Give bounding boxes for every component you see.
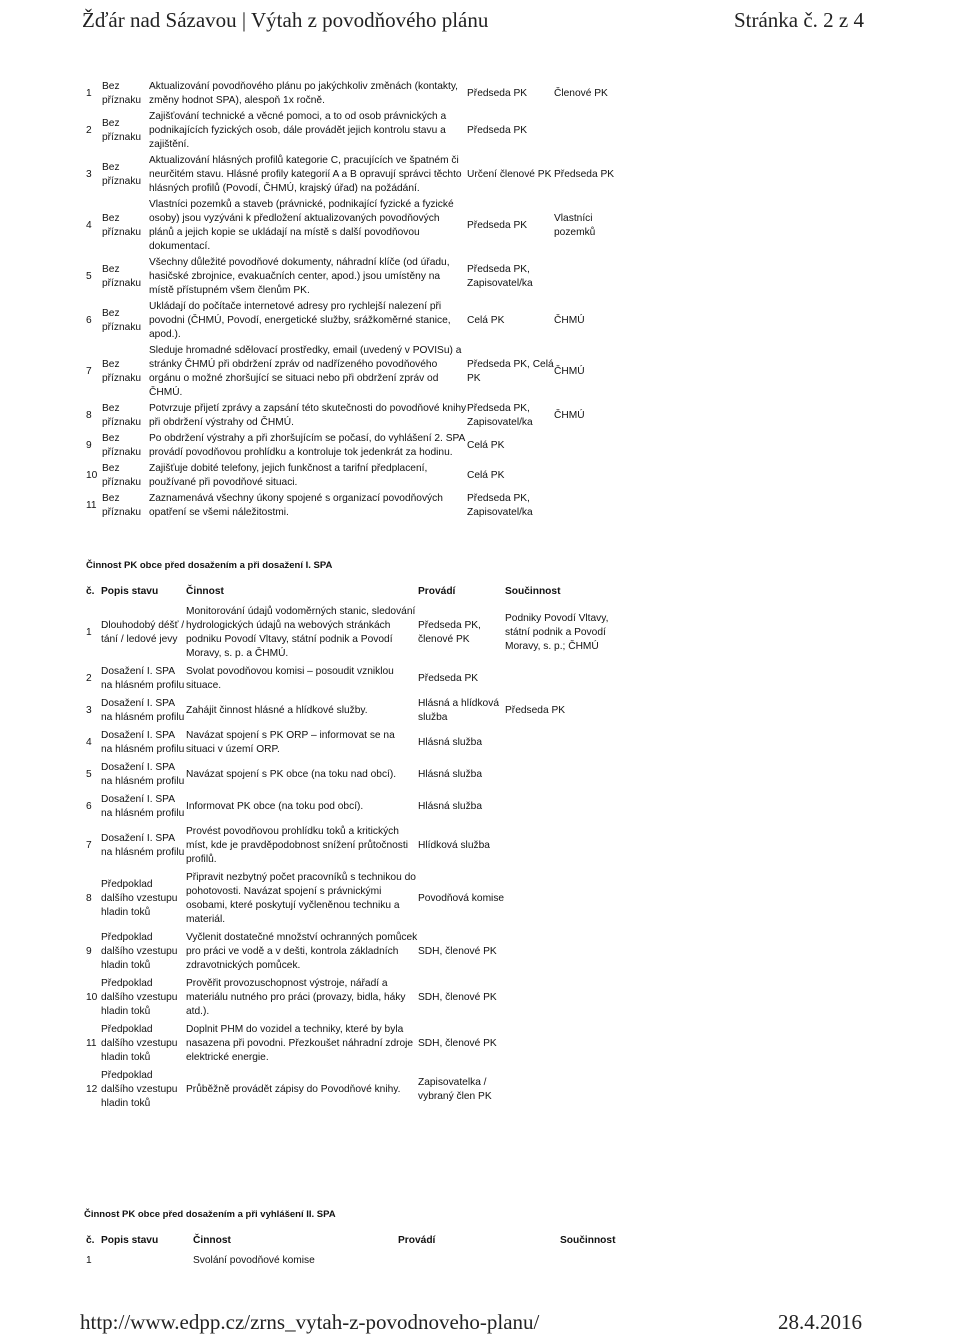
row-performs: Celá PK (467, 470, 505, 481)
row-state: Dosažení I. SPA na hlásném profilu (101, 698, 185, 723)
row-performs: Předseda PK, Zapisovatel/ka (467, 493, 533, 518)
table-row (86, 975, 615, 1021)
row-cooperation (505, 663, 615, 695)
col-header-performs: Provádí (418, 586, 456, 597)
row-activity: Informovat PK obce (na toku pod obcí). (186, 801, 364, 812)
row-cooperation (554, 431, 624, 461)
col-header-cooperation: Součinnost (505, 586, 561, 597)
row-activity: Všechny důležité povodňové dokumenty, náhradní klíče (od úřadu, hasičské zbrojnice, evakuačních center, apod.) jsou umístěny na místě přístupném všem členům PK. (149, 257, 450, 296)
row-cooperation: Podniky Povodí Vltavy, státní podnik a Povodí Moravy, s. p.; ČHMÚ (505, 613, 609, 652)
row-number: 7 (86, 366, 92, 377)
col-header-activity: Činnost (186, 586, 224, 597)
row-performs: Hlídková služba (418, 840, 490, 851)
table-row (86, 491, 624, 521)
row-performs: Celá PK (467, 440, 505, 451)
table-row (86, 791, 615, 823)
row-state: Bez příznaku (102, 264, 142, 289)
row-cooperation: ČHMÚ (554, 410, 585, 421)
row-activity: Ukládají do počítače internetové adresy pro rychlejší nalezení při povodni (ČHMÚ, Povodí, energetické služby, srážkoměrné stanice, apod.). (149, 301, 451, 340)
row-performs: Předseda PK (418, 673, 479, 684)
row-number: 12 (86, 1084, 98, 1095)
row-state: Dosažení I. SPA na hlásném profilu (101, 794, 185, 819)
row-number: 10 (86, 992, 98, 1003)
row-cooperation (505, 759, 615, 791)
row-cooperation (505, 869, 615, 929)
row-state: Dosažení I. SPA na hlásném profilu (101, 833, 185, 858)
col-header-num: č. (86, 1235, 95, 1246)
row-cooperation (554, 255, 624, 299)
row-performs: Celá PK (467, 315, 505, 326)
row-cooperation: Předseda PK (505, 705, 566, 716)
col-header-cooperation: Součinnost (560, 1235, 616, 1246)
table-header-row (86, 583, 615, 603)
row-state: Dlouhodobý déšť / tání / ledové jevy (101, 620, 185, 645)
section-title-spa2: Činnost PK obce před dosažením a při vyhlášení II. SPA (84, 1209, 336, 1220)
row-cooperation: Členové PK (554, 88, 608, 99)
row-number: 9 (86, 946, 92, 957)
row-activity: Doplnit PHM do vozidel a techniky, které by byla nasazena při povodni. Přezkoušet náhradní zdroje elektrické energie. (186, 1024, 414, 1063)
row-performs: SDH, členové PK (418, 946, 497, 957)
row-cooperation (505, 727, 615, 759)
table-row (86, 759, 615, 791)
table-row (86, 461, 624, 491)
row-performs: Hlásná služba (418, 737, 482, 748)
row-cooperation: Předseda PK (554, 169, 615, 180)
row-state: Bez příznaku (102, 118, 142, 143)
row-performs: Předseda PK (467, 220, 528, 231)
row-cooperation (505, 791, 615, 823)
row-number: 2 (86, 125, 92, 136)
table-row (86, 401, 624, 431)
row-cooperation (505, 1021, 615, 1067)
row-state: Předpoklad dalšího vzestupu hladin toků (101, 1024, 178, 1063)
row-state: Předpoklad dalšího vzestupu hladin toků (101, 879, 178, 918)
col-header-num: č. (86, 586, 95, 597)
table-spa1-activities (86, 583, 615, 1113)
row-number: 7 (86, 840, 92, 851)
source-url: http://www.edpp.cz/zrns_vytah-z-povodnoveho-planu/ (80, 1310, 540, 1334)
row-activity: Průběžně provádět zápisy do Povodňové knihy. (186, 1084, 401, 1095)
col-header-state: Popis stavu (101, 586, 159, 597)
row-number: 1 (86, 1255, 92, 1266)
row-activity: Potvrzuje přijetí zprávy a zapsání této skutečnosti do povodňové knihy při obdržení výstrahy od ČHMÚ. (149, 403, 467, 428)
row-activity: Zaznamenává všechny úkony spojené s organizací povodňových opatření se všemi náležitostmi. (149, 493, 443, 518)
row-number: 4 (86, 220, 92, 231)
row-number: 1 (86, 627, 92, 638)
row-activity: Po obdržení výstrahy a při zhoršujícím se počasí, do vyhlášení 2. SPA provádí povodňovou prohlídku a kontroluje tok jedenkrát za hodinu. (149, 433, 465, 458)
row-number: 8 (86, 893, 92, 904)
row-performs: Předseda PK (467, 88, 528, 99)
row-state: Dosažení I. SPA na hlásném profilu (101, 730, 185, 755)
row-activity: Aktualizování povodňového plánu po jakýchkoliv změnách (kontakty, změny hodnot SPA), alespoň 1x ročně. (149, 81, 459, 106)
row-number: 3 (86, 169, 92, 180)
row-number: 9 (86, 440, 92, 451)
row-state: Předpoklad dalšího vzestupu hladin toků (101, 932, 178, 971)
row-performs: Předseda PK (467, 125, 528, 136)
row-state: Předpoklad dalšího vzestupu hladin toků (101, 1070, 178, 1109)
row-number: 6 (86, 315, 92, 326)
row-activity: Monitorování údajů vodoměrných stanic, sledování hydrologických údajů na webových stránkách podniku Povodí Vltavy, státní podnik a Povodí Moravy, s. p. a ČHMÚ. (186, 606, 416, 659)
row-state: Dosažení I. SPA na hlásném profilu (101, 762, 185, 787)
row-cooperation: Vlastníci pozemků (554, 213, 596, 238)
print-date: 28.4.2016 (778, 1310, 862, 1334)
table-row (86, 1254, 650, 1268)
row-performs (398, 1254, 560, 1268)
table-row (86, 929, 615, 975)
table-row (86, 1067, 615, 1113)
table-row (86, 79, 624, 109)
row-performs: Hlásná služba (418, 801, 482, 812)
col-header-activity: Činnost (193, 1235, 231, 1246)
row-performs: Hlásná a hlídková služba (418, 698, 499, 723)
row-activity: Navázat spojení s PK obce (na toku nad obcí). (186, 769, 397, 780)
row-state: Bez příznaku (102, 493, 142, 518)
table-preventive-activities (86, 79, 624, 521)
row-activity: Svolání povodňové komise (193, 1255, 315, 1266)
row-number: 11 (86, 1038, 97, 1049)
row-state: Dosažení I. SPA na hlásném profilu (101, 666, 185, 691)
row-cooperation (505, 823, 615, 869)
row-activity: Zajišťuje dobité telefony, jejich funkčnost a tarifní předplacení, používané při povodňové situaci. (149, 463, 428, 488)
table-row (86, 1021, 615, 1067)
row-number: 4 (86, 737, 92, 748)
row-performs: Předseda PK, Zapisovatel/ka (467, 264, 533, 289)
row-state: Bez příznaku (102, 81, 142, 106)
document-title: Žďár nad Sázavou | Výtah z povodňového plánu (82, 8, 489, 32)
row-performs: Zapisovatelka / vybraný člen PK (418, 1077, 492, 1102)
table-header-row (86, 1232, 650, 1254)
section-title-spa1: Činnost PK obce před dosažením a při dosažení I. SPA (86, 560, 333, 571)
table-spa2-activities (86, 1232, 650, 1268)
table-row (86, 727, 615, 759)
row-cooperation (554, 491, 624, 521)
row-activity: Svolat povodňovou komisi – posoudit vzniklou situace. (186, 666, 394, 691)
row-number: 10 (86, 470, 98, 481)
row-performs: SDH, členové PK (418, 1038, 497, 1049)
page-header (82, 8, 864, 38)
row-state: Bez příznaku (102, 403, 142, 428)
row-state: Bez příznaku (102, 463, 142, 488)
row-number: 8 (86, 410, 92, 421)
row-state: Předpoklad dalšího vzestupu hladin toků (101, 978, 178, 1017)
row-activity: Aktualizování hlásných profilů kategorie C, pracujících ve špatném či neurčitém stavu. Hlásné profily kategorií A a B opravují správci těchto hlásných profilů (Povodí, ČHMÚ, krajský úřad) na požádání. (149, 155, 462, 194)
page-number: Stránka č. 2 z 4 (733, 8, 864, 32)
row-cooperation: ČHMÚ (554, 315, 585, 326)
row-activity: Sleduje hromadné sdělovací prostředky, email (uvedený v POVISu) a stránky ČHMÚ při obdržení zpráv od nadřízeného povodňového orgánu o možné zhoršující se situaci nebo při obdržení zpráv od ČHMÚ. (149, 345, 462, 398)
table-row (86, 343, 624, 401)
row-performs: Předseda PK, Zapisovatel/ka (467, 403, 533, 428)
row-state: Bez příznaku (102, 308, 142, 333)
row-number: 11 (86, 500, 97, 511)
row-state: Bez příznaku (102, 162, 142, 187)
row-number: 5 (86, 769, 92, 780)
row-performs: SDH, členové PK (418, 992, 497, 1003)
row-performs: Předseda PK, Celá PK (467, 359, 554, 384)
table-row (86, 431, 624, 461)
row-cooperation (554, 461, 624, 491)
row-cooperation (554, 109, 624, 153)
row-activity: Provést povodňovou prohlídku toků a kritických míst, kde je pravděpodobnost snížení průtočnosti profilů. (186, 826, 408, 865)
row-cooperation (560, 1254, 650, 1268)
row-cooperation: ČHMÚ (554, 366, 585, 377)
row-activity: Vlastníci pozemků a staveb (právnické, podnikající fyzické a fyzické osoby) jsou vyzýváni k předložení aktualizovaných povodňových plánů a jejich kopie se ukládají na místě s další povodňovou dokumentací. (149, 199, 454, 252)
row-cooperation (505, 1067, 615, 1113)
col-header-state: Popis stavu (101, 1235, 159, 1246)
row-activity: Zajišťování technické a věcné pomoci, a to od osob právnických a podnikajících fyzických osob, dále provádět jejich kontrolu stavu a zajištění. (149, 111, 447, 150)
row-cooperation (505, 929, 615, 975)
row-activity: Připravit nezbytný počet pracovníků s technikou do pohotovosti. Navázat spojení s právnickými osobami, které poskytují vyčleněnou techniku a materiál. (186, 872, 416, 925)
row-performs: Předseda PK, členové PK (418, 620, 481, 645)
table-row (86, 663, 615, 695)
row-state (101, 1254, 193, 1268)
table-row (86, 823, 615, 869)
row-activity: Navázat spojení s PK ORP – informovat se na situaci v území ORP. (186, 730, 395, 755)
table-row (86, 109, 624, 153)
row-activity: Prověřit provozuschopnost výstroje, nářadí a materiálu nutného pro práci (provazy, bidla, háky atd.). (186, 978, 406, 1017)
table-row (86, 603, 615, 663)
table-row (86, 255, 624, 299)
row-performs: Určení členové PK (467, 169, 552, 180)
row-number: 3 (86, 705, 92, 716)
table-row (86, 197, 624, 255)
row-number: 5 (86, 271, 92, 282)
row-number: 1 (86, 88, 92, 99)
row-state: Bez příznaku (102, 433, 142, 458)
table-row (86, 153, 624, 197)
table-row (86, 299, 624, 343)
row-activity: Vyčlenit dostatečné množství ochranných pomůcek pro práci ve vodě a v dešti, kontrola základních zdravotnických pomůcek. (186, 932, 418, 971)
row-state: Bez příznaku (102, 213, 142, 238)
col-header-performs: Provádí (398, 1235, 436, 1246)
page-footer (80, 1310, 862, 1336)
row-state: Bez příznaku (102, 359, 142, 384)
row-number: 2 (86, 673, 92, 684)
row-performs: Povodňová komise (418, 893, 505, 904)
row-number: 6 (86, 801, 92, 812)
row-activity: Zahájit činnost hlásné a hlídkové služby. (186, 705, 368, 716)
row-cooperation (505, 975, 615, 1021)
table-row (86, 869, 615, 929)
table-row (86, 695, 615, 727)
row-performs: Hlásná služba (418, 769, 482, 780)
